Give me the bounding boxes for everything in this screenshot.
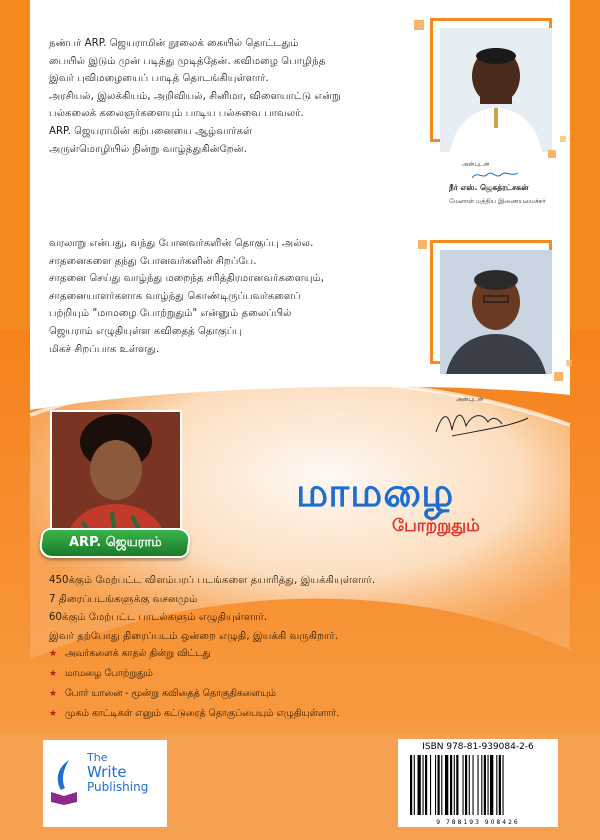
barcode-bar — [438, 755, 440, 815]
bio-line: 450க்கும் மேற்பட்ட விளம்பரப் படங்களை தயாரித்து, இயக்கியுள்ளார். — [49, 575, 376, 586]
endorser-1-photo — [440, 28, 552, 152]
barcode-bar — [441, 755, 442, 815]
bio-line: இவர் தற்போது திரைப்படம் ஒன்றை எழுதி, இயக்கி வருகிறார். — [49, 630, 338, 642]
endorsement-2-line: சாதனையாளர்களாக வாழ்ந்து கொண்டிருப்பவர்களைப் — [49, 290, 301, 302]
barcode — [406, 755, 550, 815]
book-subtitle: போற்றுதும் — [392, 516, 480, 536]
endorsement-2-line: சாதனை செய்து வாழ்ந்து மறைந்த சரித்திரமானவர்களையும், — [49, 273, 325, 285]
star-icon: ★ — [49, 689, 58, 699]
star-icon: ★ — [49, 649, 58, 659]
publisher-write: Write — [87, 763, 127, 781]
endorsement-2-line: பற்றியும் "மாமழை போற்றுதும்" என்னும் தலைப்பில் — [49, 308, 292, 320]
barcode-bar — [484, 755, 486, 815]
publisher-name — [87, 750, 148, 795]
endorser-2-photo — [440, 250, 552, 374]
endorsement-1-line: இவர் புவிமழையைப் பாடித் தொடங்கியுள்ளார். — [49, 73, 269, 85]
list-item — [49, 664, 339, 684]
work-title: அவர்களைக் காதல் தின்று விட்டது — [65, 648, 211, 659]
endorser-1-title: மேனாள் மத்திய இணையமைச்சர் — [449, 197, 546, 205]
barcode-bar — [496, 755, 497, 815]
barcode-bar — [473, 755, 474, 815]
endorsement-1-line: பையில் இடும் முன் படித்து முடித்தேன். கவிமழை பொழிந்த — [49, 55, 326, 67]
barcode-bar — [463, 755, 464, 815]
star-icon: ★ — [49, 669, 58, 679]
endorsement-1-line: நண்பர் ARP. ஜெயராமின் நூலைக் கையில் தொட்டதும் — [49, 38, 299, 49]
publisher-logo-box — [43, 740, 167, 827]
decor-square — [414, 20, 424, 30]
list-item — [49, 644, 339, 664]
isbn-label: ISBN 978-81-939084-2-6 — [422, 742, 534, 752]
works-list — [49, 644, 339, 724]
quill-book-icon — [49, 758, 79, 806]
endorsement-1-text — [49, 35, 341, 158]
list-item — [49, 704, 339, 724]
endorsement-1-line: ARP. ஜெயராமின் கற்பனையை ஆழ்வார்கள் — [49, 125, 253, 137]
barcode-bar — [478, 755, 479, 815]
work-title: போர் யானை - மூன்று கவிதைத் தொகுதிகளையும் — [65, 688, 276, 699]
barcode-digits: 9 788193 908426 — [436, 819, 520, 826]
endorsement-1-line: அருள்மொழியில் நின்று வாழ்த்துகின்றேன். — [49, 143, 247, 155]
decor-square — [554, 372, 563, 381]
barcode-bar — [456, 755, 458, 815]
endorsement-2-line: ஜெயராம் எழுதியுள்ள கவிதைத் தொகுப்பு — [49, 325, 243, 337]
publisher-publishing: Publishing — [87, 780, 149, 794]
barcode-bar — [465, 755, 467, 815]
endorser-1-regards: அன்புடன் — [462, 161, 490, 168]
barcode-bar — [410, 755, 412, 815]
endorsement-2-line: வரலாறு என்பது, வந்து போனவர்களின் தொகுப்பு அல்ல. — [49, 238, 314, 249]
endorser-1-signature — [470, 168, 520, 182]
decor-square — [566, 360, 572, 366]
endorsement-2-line: மிகச் சிறப்பாக உள்ளது. — [49, 343, 160, 355]
barcode-bar — [414, 755, 415, 815]
barcode-bar — [430, 755, 431, 815]
endorsement-2-text — [49, 235, 324, 358]
barcode-bar — [499, 755, 501, 815]
bio-line: 7 திரைப்படங்களுக்கு வசனமும் — [49, 593, 198, 605]
author-name-label: ARP. ஜெயராம் — [68, 535, 162, 550]
barcode-bar — [423, 755, 424, 815]
isbn-box — [398, 739, 558, 827]
author-name-badge — [38, 528, 192, 558]
endorsement-2-line: சாதனைகளை தந்து போனவர்களின் சிறப்பே. — [49, 255, 257, 267]
endorser-1-name: நீர் எஸ். ஜெகத்ரட்சகன் — [449, 183, 529, 192]
work-title: முகம் காட்டிகள் எனும் கட்டுரைத் தொகுப்பையும் எழுதியுள்ளார். — [65, 708, 340, 719]
endorsement-1-line: பல்கலைக் கலைஞர்களையும் பாடிய பல்சுவை பாவலர். — [49, 108, 304, 120]
barcode-bar — [418, 755, 421, 815]
work-title: மாமழை போற்றுதும் — [65, 668, 153, 679]
decor-square — [548, 150, 556, 158]
endorser-2-signature — [432, 404, 532, 440]
barcode-bar — [435, 755, 436, 815]
bio-line: 60க்கும் மேற்பட்ட பாடல்களும் எழுதியுள்ளார். — [49, 612, 268, 624]
barcode-bar — [490, 755, 493, 815]
barcode-bar — [450, 755, 452, 815]
author-bio — [49, 572, 375, 646]
barcode-bar — [425, 755, 427, 815]
barcode-bar — [469, 755, 470, 815]
barcode-bar — [488, 755, 489, 815]
endorsement-1-line: அரசியல், இலக்கியம், அறிவியல், சினிமா, விளையாட்டு என்று — [49, 90, 341, 102]
barcode-bar — [503, 755, 504, 815]
list-item — [49, 684, 339, 704]
star-icon: ★ — [49, 709, 58, 719]
publisher-the: The — [87, 751, 108, 764]
decor-square — [560, 136, 566, 142]
barcode-bar — [445, 755, 448, 815]
endorser-2-regards: அன்புடன் — [456, 396, 484, 403]
book-title: மாமழை — [296, 470, 455, 516]
barcode-bar — [481, 755, 482, 815]
decor-square — [418, 240, 427, 249]
barcode-bar — [454, 755, 455, 815]
